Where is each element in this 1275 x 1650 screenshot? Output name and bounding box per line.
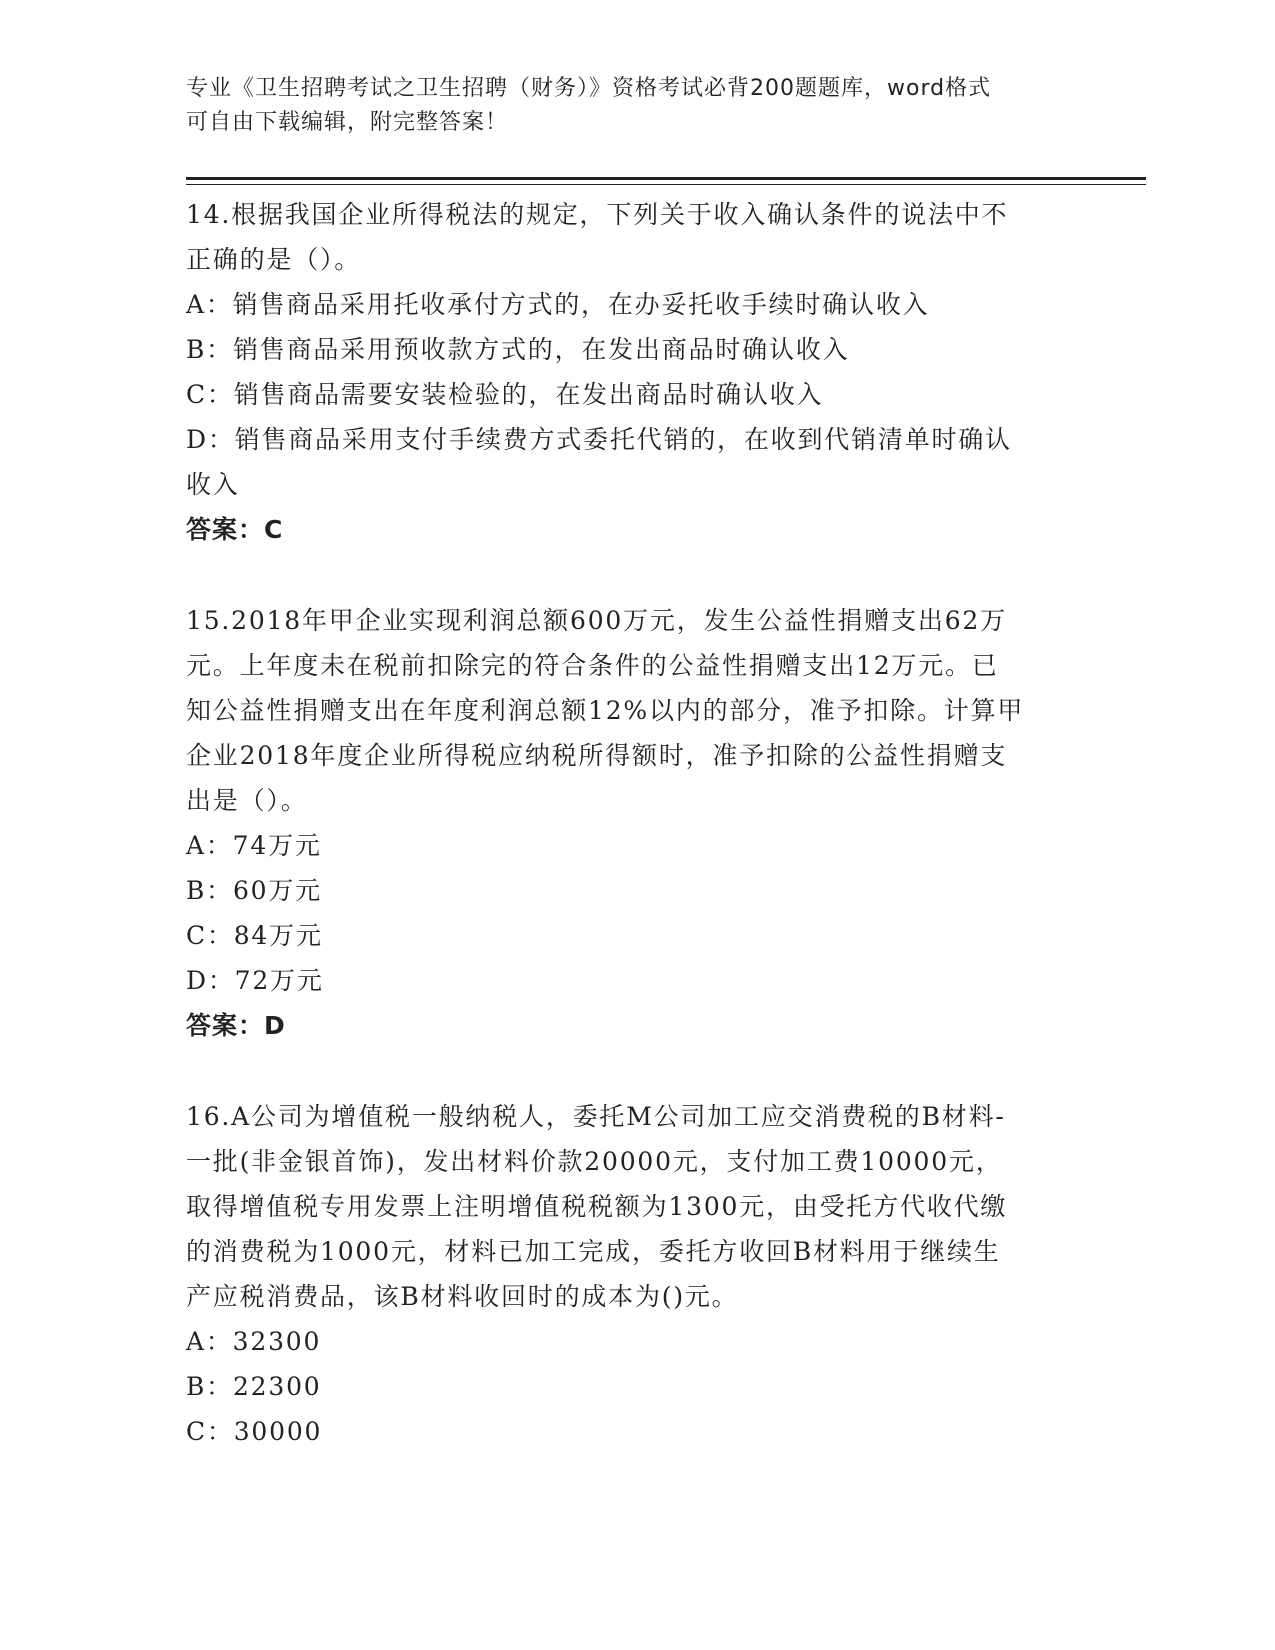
header-divider-thick [186, 177, 1146, 180]
question-text-line: 的消费税为1000元，材料已加工完成，委托方收回B材料用于继续生 [186, 1237, 1001, 1266]
question-text-line: 知公益性捐赠支出在年度利润总额12%以内的部分，准予扣除。计算甲 [186, 696, 1025, 725]
question-text-line: 企业2018年度企业所得税应纳税所得额时，准予扣除的公益性捐赠支 [186, 741, 1008, 770]
question-14 [186, 192, 1086, 552]
question-text-line: 一批(非金银首饰)，发出材料价款20000元，支付加工费10000元， [186, 1147, 1003, 1176]
question-text-line: 15.2018年甲企业实现利润总额600万元，发生公益性捐赠支出62万 [186, 606, 1007, 635]
question-15 [186, 598, 1086, 1048]
option-b: B：22300 [186, 1372, 322, 1401]
question-text-line: 14.根据我国企业所得税法的规定，下列关于收入确认条件的说法中不 [186, 200, 1009, 229]
question-text-line: 取得增值税专用发票上注明增值税税额为1300元，由受托方代收代缴 [186, 1192, 1008, 1221]
option-c: C：销售商品需要安装检验的，在发出商品时确认收入 [186, 380, 824, 409]
option-d: D：销售商品采用支付手续费方式委托代销的，在收到代销清单时确认 [186, 425, 1012, 454]
option-b: B：60万元 [186, 876, 322, 905]
header-title-line-1: 专业《卫生招聘考试之卫生招聘（财务）》资格考试必背200题题库，word格式 [186, 76, 992, 101]
header-divider-thin [186, 184, 1146, 185]
question-16 [186, 1094, 1086, 1454]
question-text-line: 产应税消费品，该B材料收回时的成本为()元。 [186, 1282, 739, 1311]
header-title-line-2: 可自由下载编辑，附完整答案！ [186, 110, 509, 135]
question-spacer [186, 1048, 1086, 1094]
option-c: C：84万元 [186, 921, 323, 950]
option-a: A：74万元 [186, 831, 322, 860]
question-text-line: 出是（）。 [186, 786, 308, 815]
answer-label: 答案：D [186, 1011, 286, 1040]
option-a: A：销售商品采用托收承付方式的，在办妥托收手续时确认收入 [186, 290, 930, 319]
document-header [186, 72, 1066, 140]
option-c: C：30000 [186, 1417, 323, 1446]
question-text-line: 正确的是（）。 [186, 245, 362, 274]
question-text-line: 元。上年度未在税前扣除完的符合条件的公益性捐赠支出12万元。已 [186, 651, 999, 680]
question-list [186, 192, 1086, 1454]
answer-label: 答案：C [186, 515, 284, 544]
option-a: A：32300 [186, 1327, 322, 1356]
option-b: B：销售商品采用预收款方式的，在发出商品时确认收入 [186, 335, 850, 364]
question-spacer [186, 552, 1086, 598]
question-text-line: 16.A公司为增值税一般纳税人，委托M公司加工应交消费税的B材料- [186, 1102, 1006, 1131]
option-d: D：72万元 [186, 966, 324, 995]
option-d-continued: 收入 [186, 470, 240, 499]
